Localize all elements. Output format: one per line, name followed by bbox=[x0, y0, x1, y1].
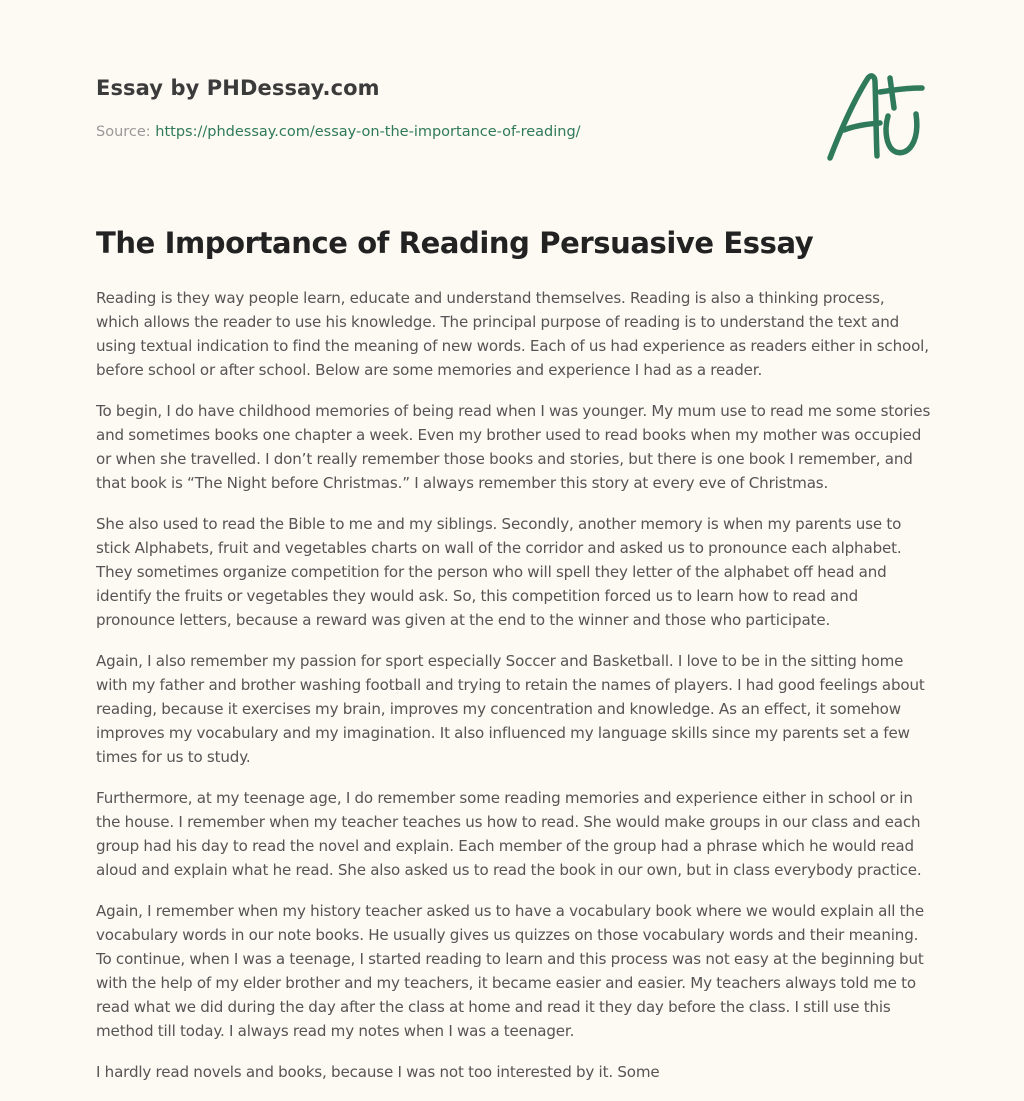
source-link[interactable]: https://phdessay.com/essay-on-the-importance-of-reading/ bbox=[155, 124, 581, 140]
essay-paragraph: She also used to read the Bible to me and my siblings. Secondly, another memory is when my parents use to stick Alphabets, fruit and vegetables charts on wall of the corridor and asked us to pronounce each alphabet. They sometimes organize competition for the person who will spell they letter of the alphabet off head and identify the fruits or vegetables they would ask. So, this competition forced us to learn how to read and pronounce letters, because a reward was given at the end to the winner and those who participate. bbox=[96, 515, 902, 629]
source-label: Source: bbox=[96, 124, 156, 140]
essay-page bbox=[96, 0, 932, 1092]
essay-paragraph: Furthermore, at my teenage age, I do remember some reading memories and experience either in school or in the house. I remember when my teacher teaches us how to read. She would make groups in our class and each group had his day to read the novel and explain. Each member of the group had a phrase which he would read aloud and explain what he read. She also asked us to read the book in our own, but in class everybody practice. bbox=[96, 789, 922, 879]
essay-paragraph: To begin, I do have childhood memories of being read when I was younger. My mum use to read me some stories and sometimes books one chapter a week. Even my brother used to read books when my mother was occupied or when she travelled. I don’t really remember those books and stories, but there is one book I remember, and that book is “The Night before Christmas.” I always remember this story at every eve of Christmas. bbox=[96, 402, 931, 492]
essay-title: The Importance of Reading Persuasive Essay bbox=[96, 226, 814, 260]
essay-paragraph: I hardly read novels and books, because I was not too interested by it. Some bbox=[96, 1063, 660, 1081]
essay-paragraph: Again, I remember when my history teacher asked us to have a vocabulary book where we would explain all the vocabulary words in our note books. He usually gives us quizzes on those vocabulary words and their meaning. To continue, when I was a teenage, I started reading to learn and this process was not easy at the beginning but with the help of my elder brother and my teachers, it became easier and easier. My teachers always told me to read what we did during the day after the class at home and read it they day before the class. I still use this method till today. I always read my notes when I was a teenager. bbox=[96, 902, 924, 1040]
a-plus-grade-icon bbox=[824, 68, 928, 164]
source-line bbox=[96, 124, 581, 140]
site-brand: Essay by PHDessay.com bbox=[96, 76, 380, 100]
essay-paragraph: Reading is they way people learn, educate and understand themselves. Reading is also a thinking process, which allows the reader to use his knowledge. The principal purpose of reading is to understand the text and using textual indication to find the meaning of new words. Each of us had experience as readers either in school, before school or after school. Below are some memories and experience I had as a reader. bbox=[96, 289, 929, 379]
essay-body bbox=[96, 286, 932, 1101]
essay-paragraph: Again, I also remember my passion for sport especially Soccer and Basketball. I love to be in the sitting home with my father and brother washing football and trying to retain the names of players. I had good feelings about reading, because it exercises my brain, improves my concentration and knowledge. As an effect, it somehow improves my vocabulary and my imagination. It also influenced my language skills since my parents set a few times for us to study. bbox=[96, 652, 925, 766]
